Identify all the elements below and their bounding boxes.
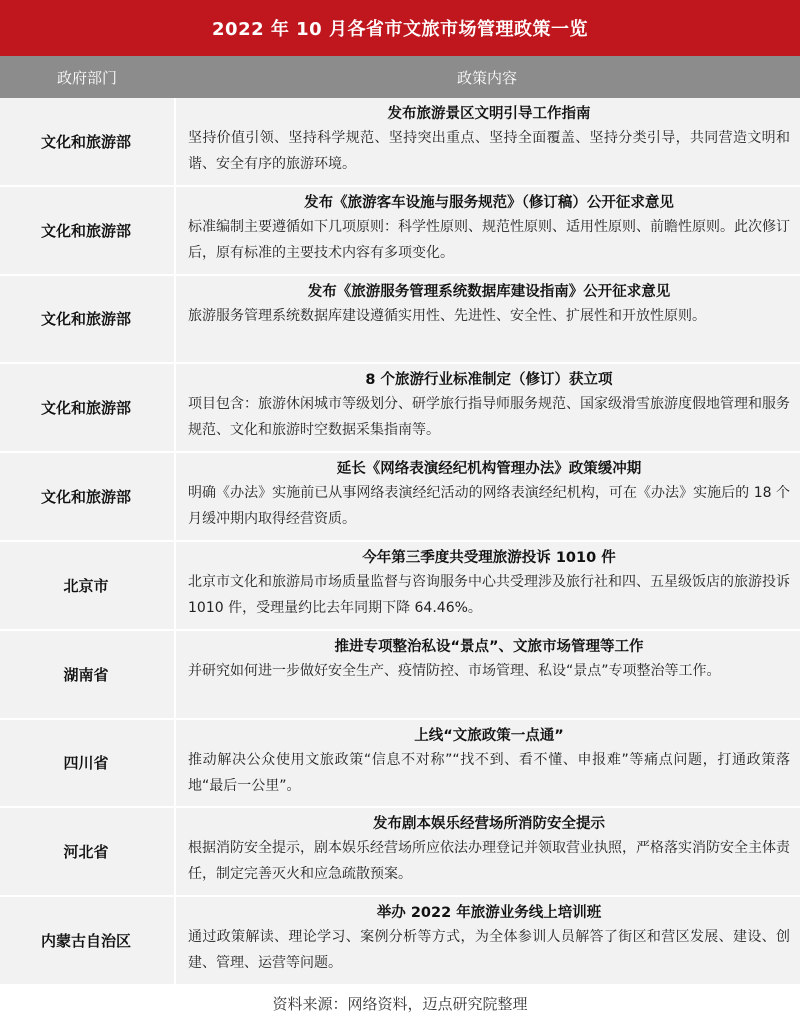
row-dept: 文化和旅游部	[40, 488, 131, 507]
row-content	[174, 276, 800, 363]
policy-body: 北京市文化和旅游局市场质量监督与咨询服务中心共受理涉及旅行社和四、五星级饭店的旅游投诉 1010 件，受理量约比去年同期下降 64.46%。	[188, 573, 790, 616]
source-note: 资料来源：网络资料，迈点研究院整理	[272, 994, 528, 1013]
header-content: 政策内容	[456, 68, 517, 87]
table-title: 2022 年 10 月各省市文旅市场管理政策一览	[0, 0, 800, 56]
row-dept: 北京市	[63, 576, 109, 595]
row-content	[174, 364, 800, 451]
policy-body: 坚持价值引领、坚持科学规范、坚持突出重点、坚持全面覆盖、坚持分类引导，共同营造文明和谐、安全有序的旅游环境。	[188, 130, 790, 172]
row-content	[174, 98, 800, 185]
table-row	[0, 364, 800, 453]
policy-title: 举办 2022 年旅游业务线上培训班	[376, 905, 602, 922]
row-dept: 内蒙古自治区	[40, 932, 131, 951]
row-dept: 文化和旅游部	[40, 132, 131, 151]
table-row	[0, 897, 800, 986]
row-dept: 河北省	[63, 843, 109, 862]
policy-title: 发布剧本娱乐经营场所消防安全提示	[373, 816, 605, 833]
policy-body: 根据消防安全提示，剧本娱乐经营场所应依法办理登记并领取营业执照，严格落实消防安全主体责任，制定完善灭火和应急疏散预案。	[188, 840, 790, 883]
header-dept: 政府部门	[56, 68, 117, 87]
policy-body: 标准编制主要遵循如下几项原则：科学性原则、规范性原则、适用性原则、前瞻性原则。此次修订后，原有标准的主要技术内容有多项变化。	[188, 218, 790, 261]
table-row	[0, 542, 800, 631]
policy-title: 发布旅游景区文明引导工作指南	[387, 106, 591, 122]
policy-title: 延长《网络表演经纪机构管理办法》政策缓冲期	[336, 461, 642, 478]
policy-title: 发布《旅游客车设施与服务规范》（修订稿）公开征求意见	[304, 194, 674, 211]
row-content	[174, 453, 800, 540]
row-dept: 四川省	[63, 754, 109, 773]
policy-title: 8 个旅游行业标准制定（修订）获立项	[365, 372, 613, 389]
table-row	[0, 631, 800, 720]
table-row	[0, 187, 800, 276]
table-row	[0, 808, 800, 897]
policy-title: 推进专项整治私设“景点”、文旅市场管理等工作	[334, 638, 644, 655]
row-content	[174, 542, 800, 629]
policy-body: 通过政策解读、理论学习、案例分析等方式，为全体参训人员解答了街区和营区发展、建设、创建、管理、运营等问题。	[188, 929, 790, 972]
row-content	[174, 187, 800, 274]
policy-title: 今年第三季度共受理旅游投诉 1010 件	[362, 549, 616, 566]
table-row	[0, 276, 800, 365]
policy-table-body	[0, 98, 800, 986]
table-header	[0, 56, 800, 98]
row-content	[174, 720, 800, 807]
row-content	[174, 631, 800, 718]
policy-title: 上线“文旅政策一点通”	[414, 727, 564, 744]
row-content	[174, 808, 800, 895]
table-row	[0, 720, 800, 809]
policy-title: 发布《旅游服务管理系统数据库建设指南》公开征求意见	[307, 283, 671, 300]
row-dept: 文化和旅游部	[40, 310, 131, 329]
policy-body: 明确《办法》实施前已从事网络表演经纪活动的网络表演经纪机构，可在《办法》实施后的 18 个月缓冲期内取得经营资质。	[188, 485, 790, 528]
policy-body: 并研究如何进一步做好安全生产、疫情防控、市场管理、私设“景点”专项整治等工作。	[188, 662, 721, 679]
table-row	[0, 98, 800, 187]
table-row	[0, 453, 800, 542]
row-content	[174, 897, 800, 984]
policy-body: 项目包含：旅游休闲城市等级划分、研学旅行指导师服务规范、国家级滑雪旅游度假地管理和服务规范、文化和旅游时空数据采集指南等。	[188, 396, 790, 439]
policy-body: 推动解决公众使用文旅政策“信息不对称”“找不到、看不懂、申报难”等痛点问题，打通政策落地“最后一公里”。	[188, 751, 790, 794]
row-dept: 文化和旅游部	[40, 399, 131, 418]
policy-body: 旅游服务管理系统数据库建设遵循实用性、先进性、安全性、扩展性和开放性原则。	[188, 307, 706, 324]
row-dept: 湖南省	[63, 665, 109, 684]
row-dept: 文化和旅游部	[40, 221, 131, 240]
